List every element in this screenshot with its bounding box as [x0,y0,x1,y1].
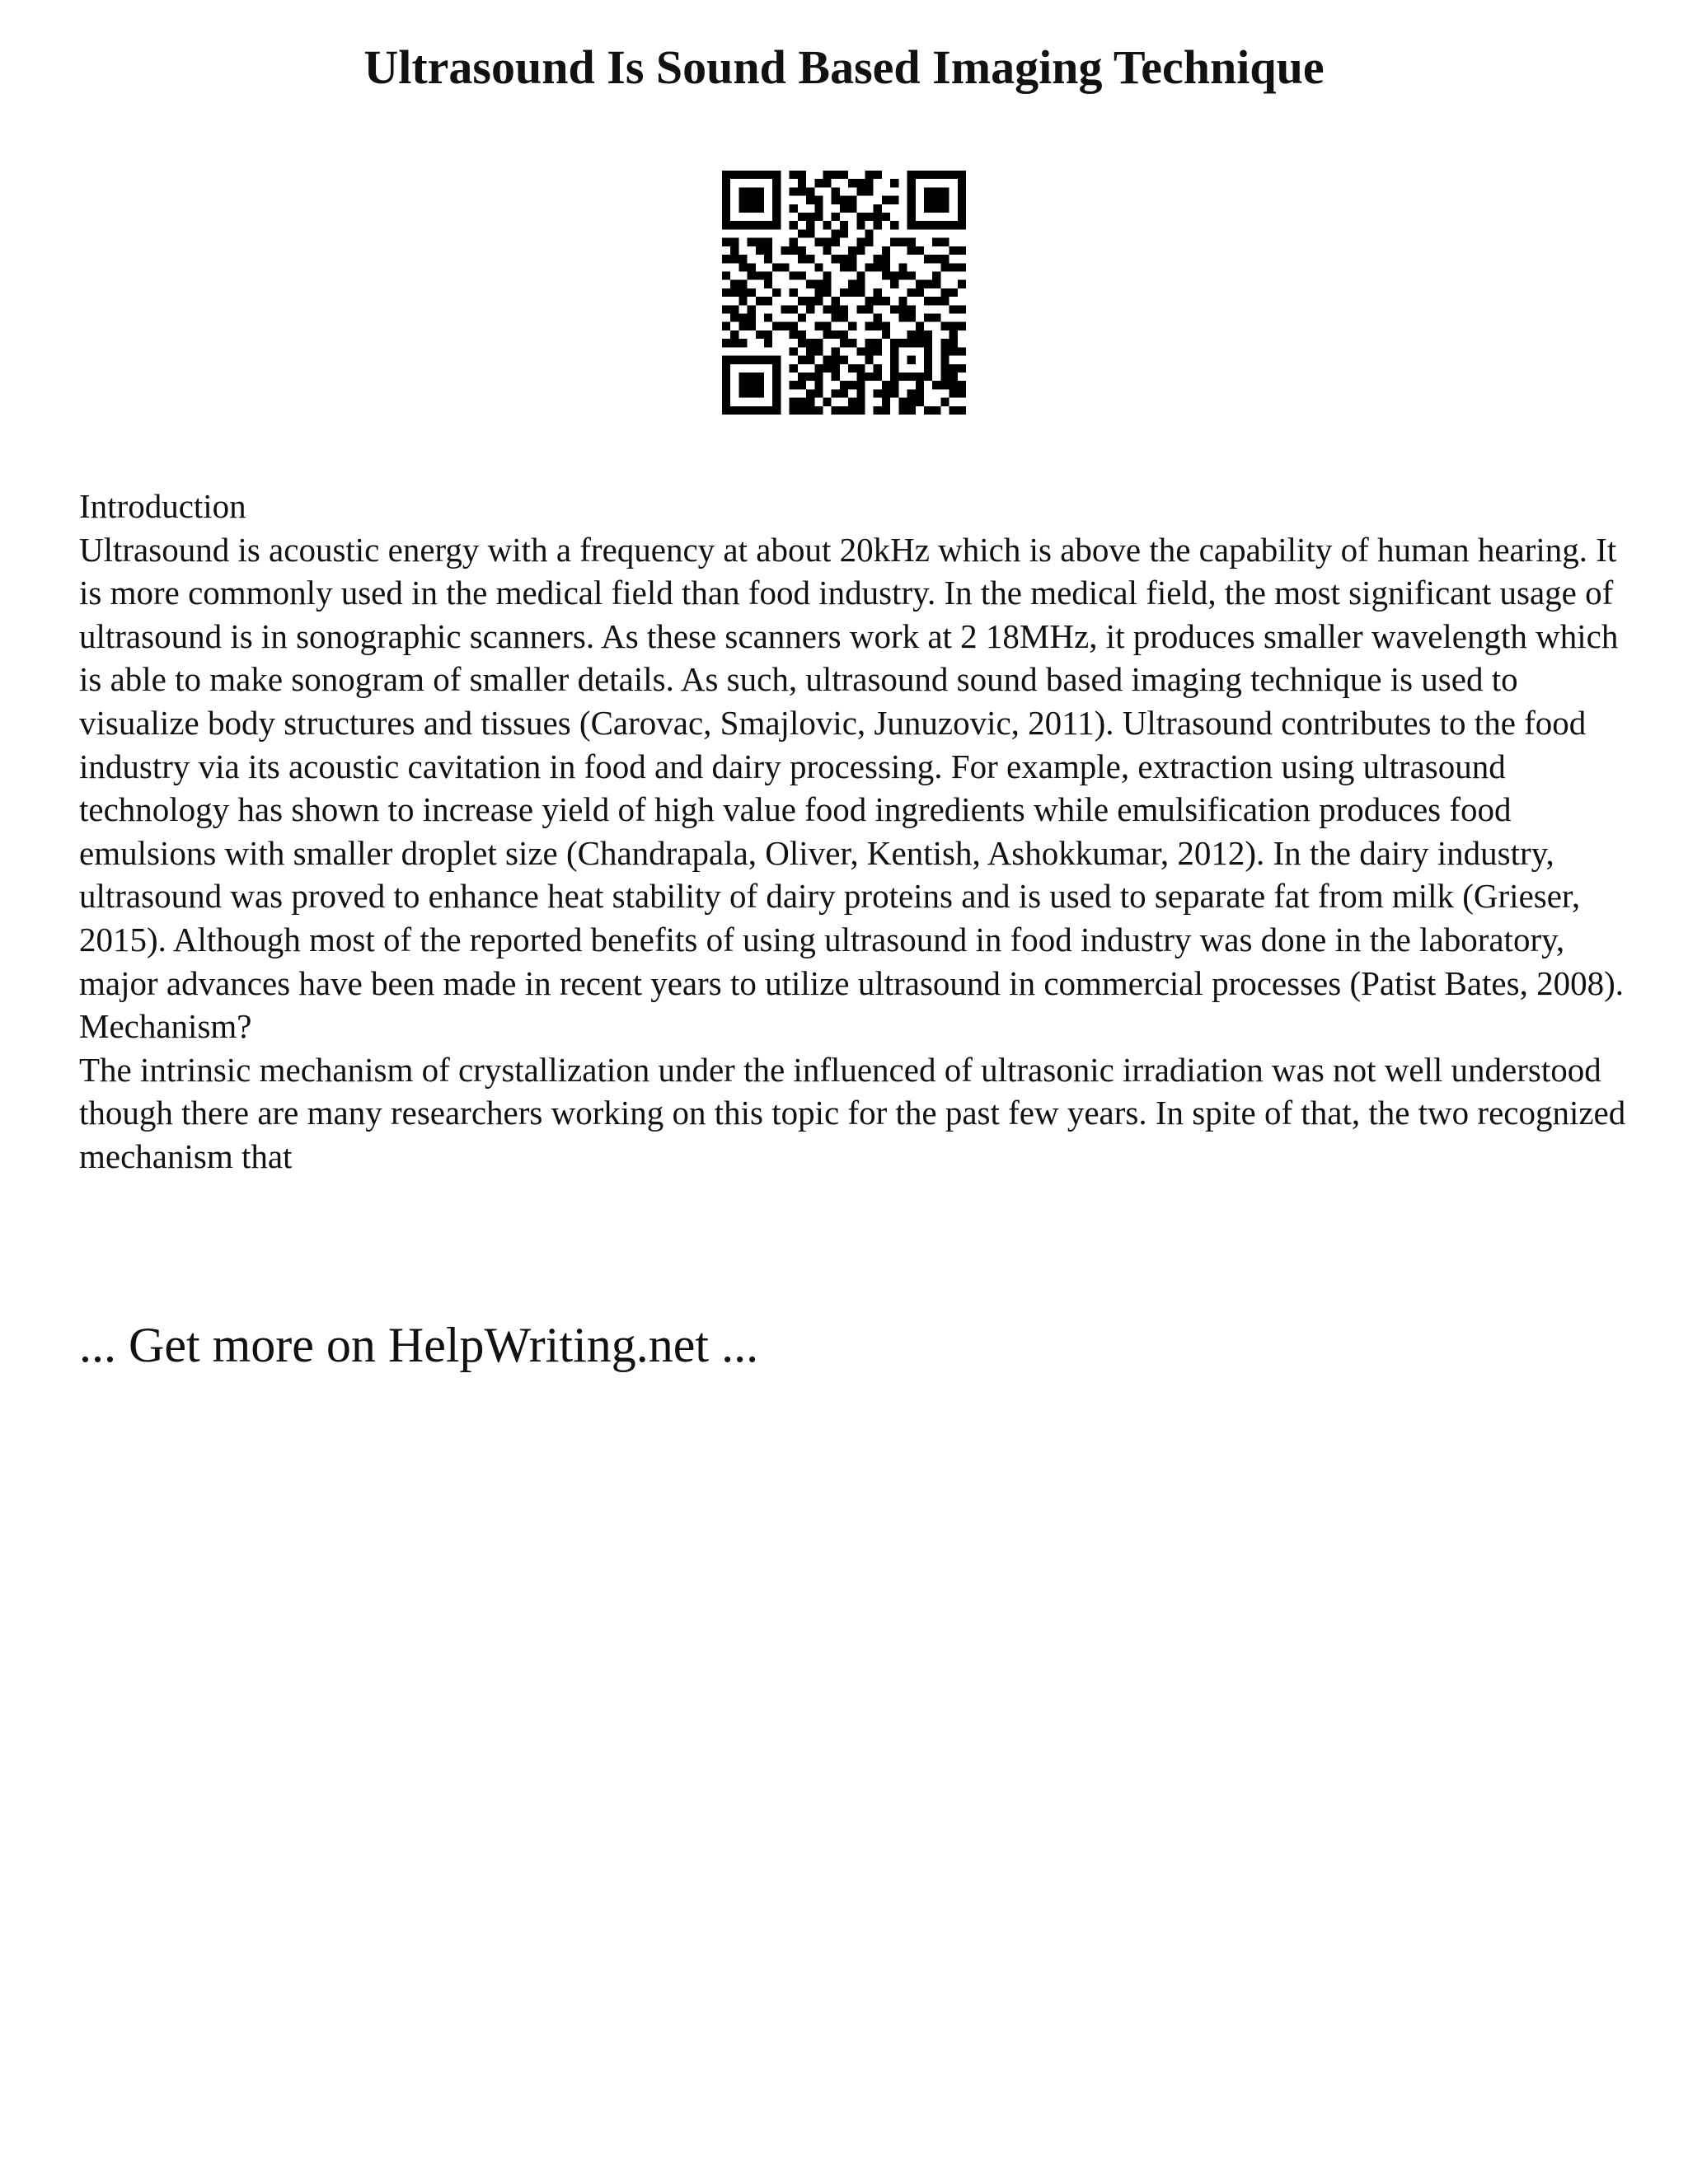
section-heading-introduction: Introduction [79,487,246,525]
get-more-link[interactable]: ... Get more on HelpWriting.net ... [79,1318,759,1372]
qr-code-icon [722,171,966,415]
section-heading-mechanism: Mechanism? [79,1007,252,1046]
section-body-introduction: Ultrasound is acoustic energy with a frequency at about 20kHz which is above the capability of human hearing. It is more commonly used in the medical field than food industry. In the medical field, the most significant usage of ultrasound is in sonographic scanners. As these scanners work at 2 18MHz, it produces smaller wavelength which is able to make sonogram of smaller details. As such, ultrasound sound based imaging technique is used to visualize body structures and tissues (Carovac, Smajlovic, Junuzovic, 2011). Ultrasound contributes to the food industry via its acoustic cavitation in food and dairy processing. For example, extraction using ultrasound technology has shown to increase yield of high value food ingredients while emulsification produces food emulsions with smaller droplet size (Chandrapala, Oliver, Kentish, Ashokkumar, 2012). In the dairy industry, ultrasound was proved to enhance heat stability of dairy proteins and is used to separate fat from milk (Grieser, 2015). Although most of the reported benefits of using ultrasound in food industry was done in the laboratory, major advances have been made in recent years to utilize ultrasound in commercial processes (Patist Bates, 2008). [79,530,1624,1002]
document-title: Ultrasound Is Sound Based Imaging Technique [363,40,1325,94]
section-body-mechanism: The intrinsic mechanism of crystallization under the influenced of ultrasonic irradiation was not well understood though there are many researchers working on this topic for the past few years. In spite of that, the two recognized mechanism that [79,1050,1626,1175]
document-body [79,485,1629,1179]
